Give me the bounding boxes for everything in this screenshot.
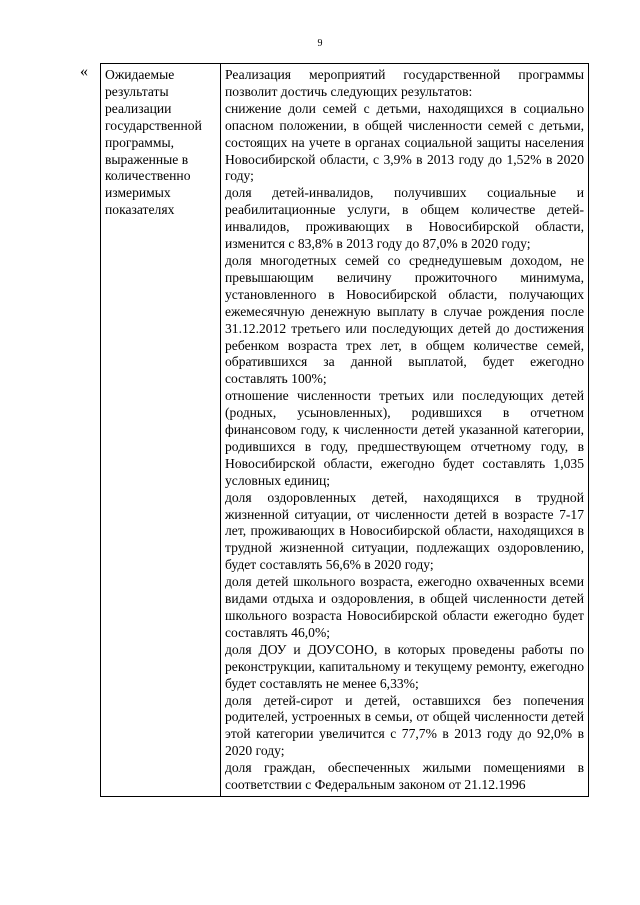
result-item: доля ДОУ и ДОУСОНО, в которых проведены работы по реконструкции, капитальному и текущему ремонту, ежегодно будет составлять не менее 6,33%;	[225, 641, 584, 691]
result-item: снижение доли семей с детьми, находящихся в социально опасном положении, в общей численности семей с детьми, состоящих на учете в органах социальной защиты населения Новосибирской области, с 3,9% в 2013 году до 1,52% в 2020 году;	[225, 100, 584, 184]
row-label-cell: Ожидаемые результаты реализации государственной программы, выраженные в количественно измеримых показателях	[101, 64, 221, 797]
result-item: доля детей-инвалидов, получивших социальные и реабилитационные услуги, в общем количестве детей-инвалидов, проживающих в Новосибирской области, изменится с 83,8% в 2013 году до 87,0% в 2020 году;	[225, 185, 584, 252]
result-item: доля детей школьного возраста, ежегодно охваченных всеми видами отдыха и оздоровления, в общей численности детей школьного возраста Новосибирской области ежегодно будет составлять 46,0%;	[225, 574, 584, 640]
opening-quote-mark: «	[80, 63, 88, 80]
row-content-cell	[221, 64, 589, 797]
program-results-table	[100, 63, 589, 797]
table-row	[101, 64, 589, 797]
result-item: доля оздоровленных детей, находящихся в трудной жизненной ситуации, от численности детей в возрасте 7-17 лет, проживающих в Новосибирской области, находящихся в трудной жизненной ситуации, подлежащих оздоровлению, будет составлять 56,6% в 2020 году;	[225, 489, 584, 573]
result-item: отношение численности третьих или последующих детей (родных, усыновленных), родившихся в отчетном финансовом году, к численности детей указанной категории, родившихся в году, предшествующем отчетному году, в Новосибирской области, ежегодно будет составлять 1,035 условных единиц;	[225, 388, 584, 488]
result-item: доля граждан, обеспеченных жилыми помещениями в соответствии с Федеральным законом от 21.12.1996	[225, 760, 584, 793]
result-item: доля многодетных семей со среднедушевым доходом, не превышающим величину прожиточного минимума, установленного в Новосибирской области, получающих ежемесячную денежную выплату в случае рождения после 31.12.2012 третьего или последующих детей до достижения ребенком возраста трех лет, в общем количестве семей, обратившихся за данной выплатой, будет ежегодно составлять 100%;	[225, 252, 584, 387]
page-number: 9	[317, 38, 323, 49]
intro-paragraph: Реализация мероприятий государственной программы позволит достичь следующих результатов:	[225, 67, 584, 99]
result-item: доля детей-сирот и детей, оставшихся без попечения родителей, устроенных в семьи, от общей численности детей этой категории увеличится с 77,7% в 2013 году до 92,0% в 2020 году;	[225, 692, 584, 759]
